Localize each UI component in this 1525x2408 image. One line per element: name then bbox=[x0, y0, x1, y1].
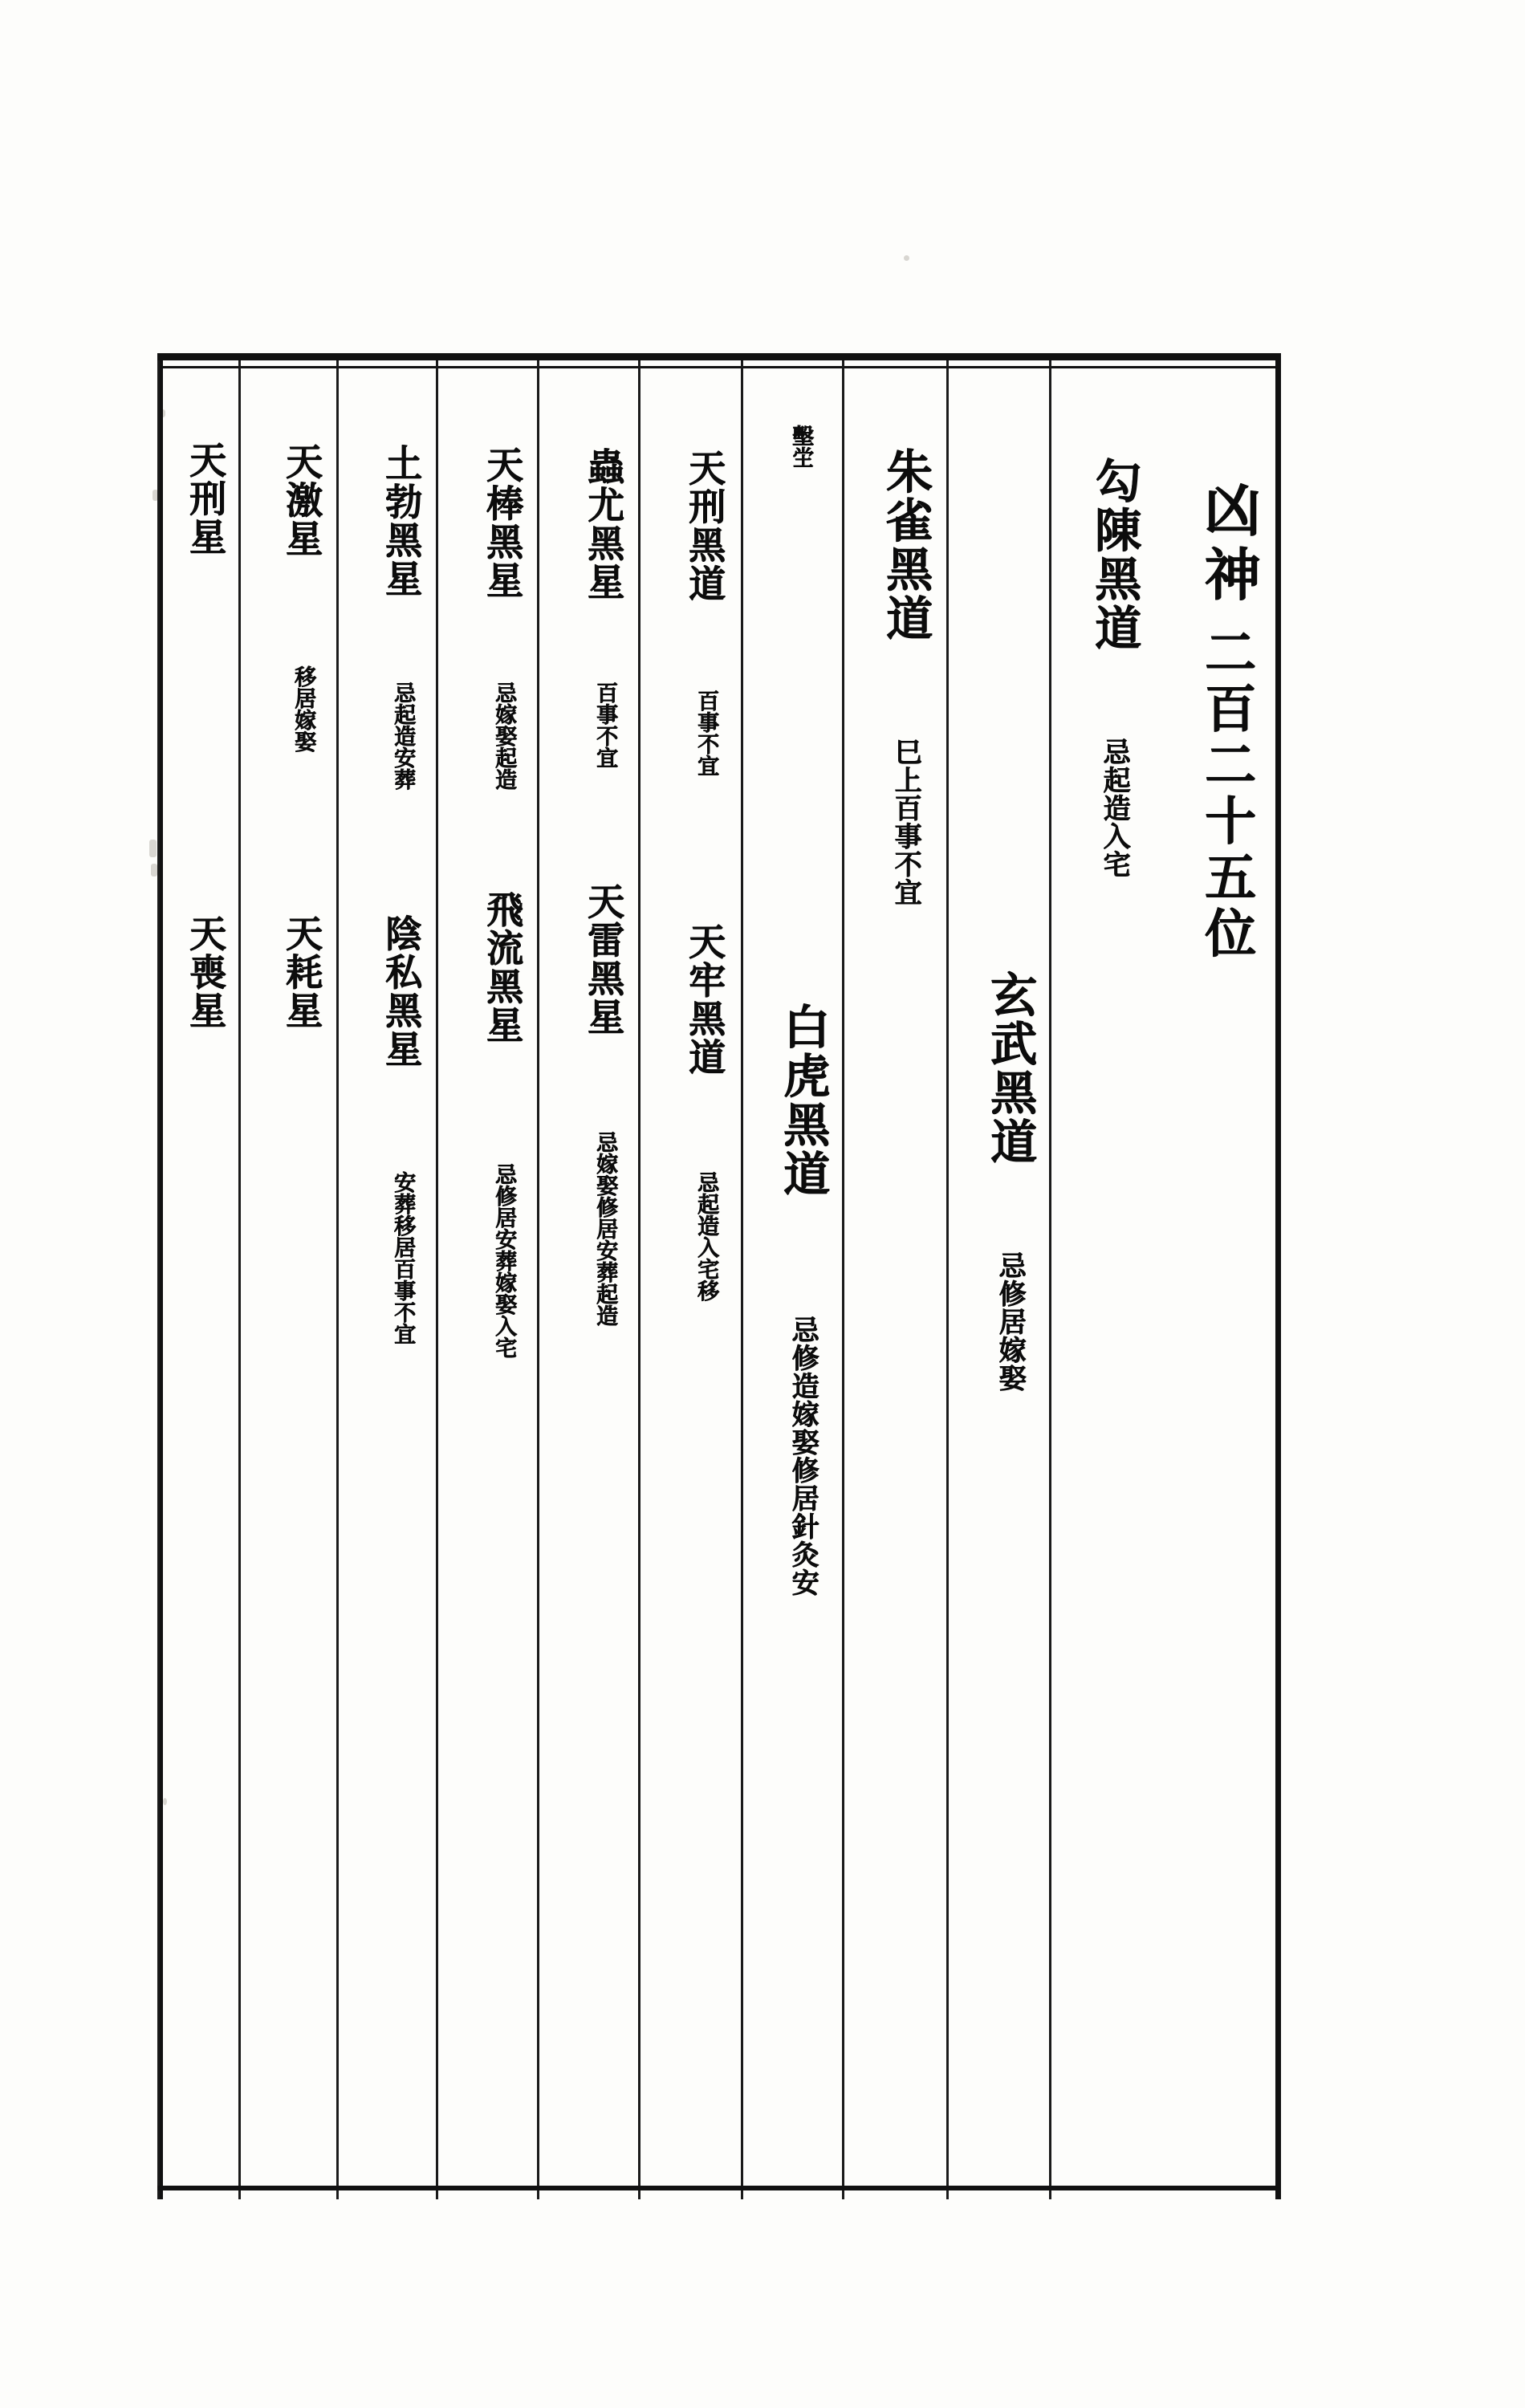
deity-note-tubo: 忌起造安葬 bbox=[390, 681, 415, 790]
deity-name-tianlei: 天雷黑星 bbox=[582, 882, 625, 1036]
column-entry-1 bbox=[1049, 360, 1155, 2199]
deity-name-tianbang: 天棒黑星 bbox=[481, 445, 524, 600]
column-header bbox=[1155, 360, 1275, 2199]
scan-speckle bbox=[904, 255, 909, 261]
deity-name-zhuque: 朱雀黑道 bbox=[878, 447, 933, 643]
column-entry-8 bbox=[336, 360, 436, 2199]
deity-name-yinsi: 陰私黑星 bbox=[380, 914, 423, 1068]
column-entry-5 bbox=[638, 360, 741, 2199]
deity-name-tubo: 土勃黑星 bbox=[380, 444, 423, 598]
deity-note-yinsi: 安葬移居百事不宜 bbox=[390, 1171, 415, 1344]
scan-speckle bbox=[149, 840, 157, 857]
deity-note-zhuque: 巳上百事不宜 bbox=[889, 738, 921, 906]
column-entry-3 bbox=[842, 360, 946, 2199]
header-title: 凶神 bbox=[1195, 481, 1261, 609]
deity-note-xuanwu: 忌修居嫁娶 bbox=[994, 1251, 1026, 1392]
marginalia-mark: 墼坣 bbox=[788, 425, 813, 468]
deity-name-xuanwu: 玄武黑道 bbox=[982, 970, 1037, 1166]
deity-note-tianlei: 忌嫁娶修居安葬起造 bbox=[592, 1131, 617, 1326]
deity-note-feiliu: 忌修居安葬嫁娶入宅 bbox=[491, 1163, 516, 1358]
deity-name-tianlao: 天牢黑道 bbox=[683, 922, 726, 1076]
block-bottom-rule bbox=[157, 2186, 1281, 2190]
deity-name-tianji: 天激星 bbox=[280, 442, 323, 558]
deity-name-baihu: 白虎黑道 bbox=[775, 1003, 830, 1198]
scan-speckle bbox=[151, 864, 157, 877]
deity-name-gouchen: 勾陳黑道 bbox=[1087, 457, 1141, 653]
deity-note-tianlao: 忌起造入宅移 bbox=[693, 1171, 718, 1301]
deity-note-chongyou: 百事不宜 bbox=[592, 681, 617, 768]
header-count: 二百二十五位 bbox=[1196, 625, 1255, 962]
text-block-frame bbox=[157, 353, 1281, 2199]
column-entry-2 bbox=[946, 360, 1049, 2199]
deity-name-tianxing-heidao: 天刑黑道 bbox=[683, 449, 726, 603]
deity-note-tianbang: 忌嫁娶起造 bbox=[491, 681, 516, 790]
column-entry-7 bbox=[436, 360, 537, 2199]
column-entry-6 bbox=[537, 360, 638, 2199]
deity-name-chongyou: 蟲尤黑星 bbox=[582, 447, 625, 601]
deity-name-tiansang: 天喪星 bbox=[184, 914, 227, 1030]
column-entry-10 bbox=[157, 360, 238, 2199]
column-entry-4 bbox=[741, 360, 842, 2199]
deity-name-feiliu: 飛流黑星 bbox=[481, 890, 524, 1044]
deity-note-gouchen: 忌起造入宅 bbox=[1098, 738, 1130, 878]
column-entry-9 bbox=[238, 360, 336, 2199]
deity-name-tianxing-xing: 天刑星 bbox=[184, 441, 227, 556]
deity-note-tianji: 移居嫁娶 bbox=[291, 665, 315, 752]
deity-note-baihu: 忌修造嫁娶修居針灸安 bbox=[787, 1316, 819, 1597]
deity-note-tianxing-heidao: 百事不宜 bbox=[693, 689, 718, 776]
deity-name-tianhao: 天耗星 bbox=[280, 914, 323, 1030]
